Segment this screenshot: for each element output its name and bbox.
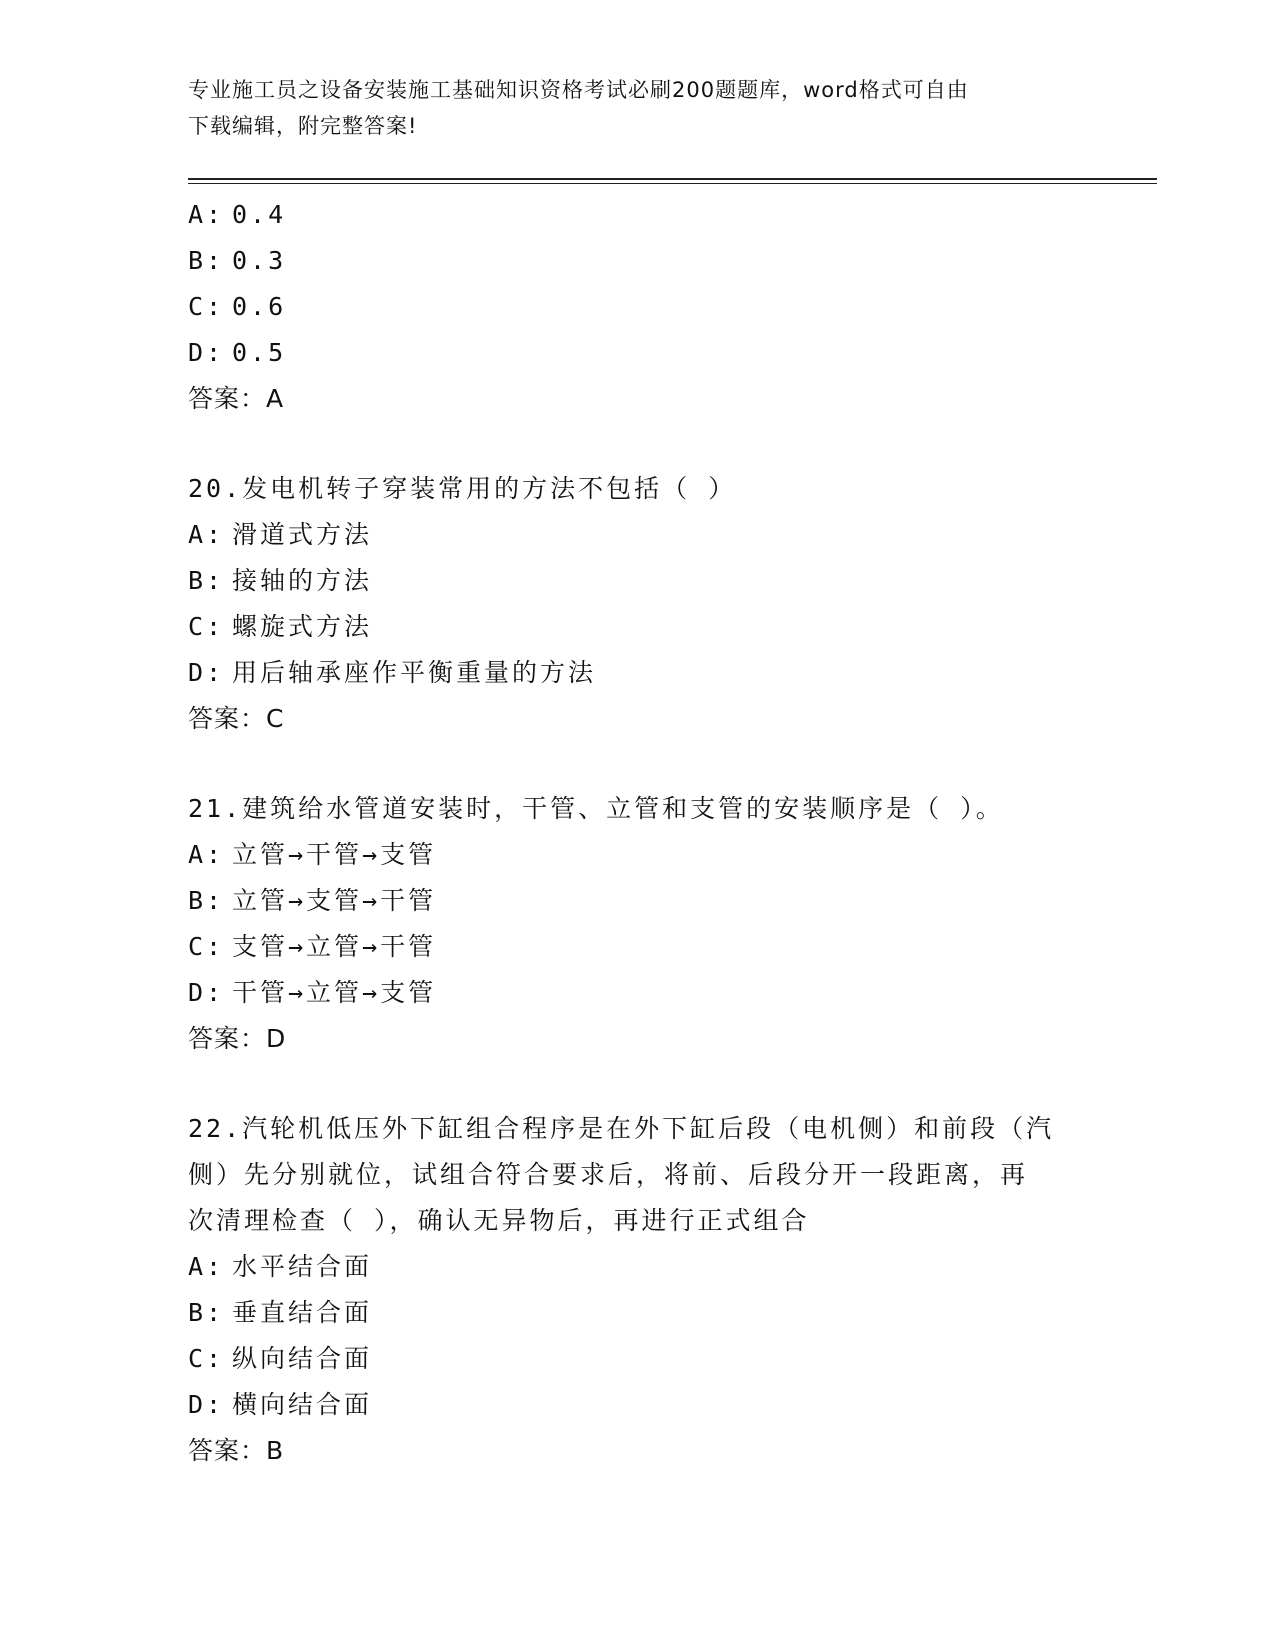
option-text: 0.4 [232, 200, 287, 229]
option-c [188, 1336, 1088, 1382]
option-c [188, 284, 1088, 330]
option-text: 立管→支管→干管 [232, 886, 437, 915]
option-key: B: [188, 566, 225, 595]
answer-line: 答案：A [188, 384, 285, 413]
option-text: 垂直结合面 [232, 1298, 373, 1327]
question-stem: 21.建筑给水管道安装时，干管、立管和支管的安装顺序是（ ）。 [188, 794, 1004, 823]
option-b [188, 1290, 1088, 1336]
option-key: A: [188, 200, 225, 229]
option-key: B: [188, 246, 225, 275]
option-text: 螺旋式方法 [232, 612, 373, 641]
answer-line: 答案：B [188, 1436, 285, 1465]
option-key: C: [188, 932, 225, 961]
option-text: 立管→干管→支管 [232, 840, 437, 869]
option-text: 0.5 [232, 338, 287, 367]
question-list [188, 192, 1088, 1474]
option-b [188, 238, 1088, 284]
option-text: 0.3 [232, 246, 287, 275]
option-a [188, 192, 1088, 238]
question-21 [188, 786, 1088, 1062]
option-a [188, 512, 1088, 558]
option-c [188, 924, 1088, 970]
document-header [188, 72, 1088, 144]
option-b [188, 558, 1088, 604]
option-c [188, 604, 1088, 650]
option-text: 水平结合面 [232, 1252, 373, 1281]
question-partial [188, 192, 1088, 422]
option-key: B: [188, 886, 225, 915]
answer-line: 答案：C [188, 704, 285, 733]
option-key: A: [188, 1252, 225, 1281]
option-key: C: [188, 1344, 225, 1373]
option-a [188, 832, 1088, 878]
option-key: C: [188, 292, 225, 321]
option-key: C: [188, 612, 225, 641]
question-20 [188, 466, 1088, 742]
option-text: 纵向结合面 [232, 1344, 373, 1373]
header-rule-thick [188, 178, 1157, 180]
option-key: D: [188, 658, 225, 687]
option-key: B: [188, 1298, 225, 1327]
question-stem: 20.发电机转子穿装常用的方法不包括（ ） [188, 474, 737, 503]
option-text: 接轴的方法 [232, 566, 373, 595]
option-text: 0.6 [232, 292, 287, 321]
option-text: 干管→立管→支管 [232, 978, 437, 1007]
option-key: D: [188, 338, 225, 367]
option-key: D: [188, 978, 225, 1007]
option-key: D: [188, 1390, 225, 1419]
question-stem-line-2: 侧）先分别就位，试组合符合要求后，将前、后段分开一段距离，再 [188, 1160, 1029, 1189]
option-d [188, 970, 1088, 1016]
header-rule-thin [188, 183, 1157, 184]
question-stem-line-3: 次清理检查（ ），确认无异物后，再进行正式组合 [188, 1206, 810, 1235]
question-22 [188, 1106, 1088, 1474]
option-text: 支管→立管→干管 [232, 932, 437, 961]
option-text: 滑道式方法 [232, 520, 373, 549]
option-d [188, 1382, 1088, 1428]
option-text: 用后轴承座作平衡重量的方法 [232, 658, 597, 687]
answer-line: 答案：D [188, 1024, 287, 1053]
option-d [188, 330, 1088, 376]
header-line-2: 下载编辑，附完整答案! [188, 114, 418, 138]
option-a [188, 1244, 1088, 1290]
header-line-1: 专业施工员之设备安装施工基础知识资格考试必刷200题题库，word格式可自由 [188, 78, 969, 102]
option-b [188, 878, 1088, 924]
option-key: A: [188, 840, 225, 869]
question-stem-line-1: 22.汽轮机低压外下缸组合程序是在外下缸后段（电机侧）和前段（汽 [188, 1114, 1055, 1143]
option-d [188, 650, 1088, 696]
option-key: A: [188, 520, 225, 549]
option-text: 横向结合面 [232, 1390, 373, 1419]
